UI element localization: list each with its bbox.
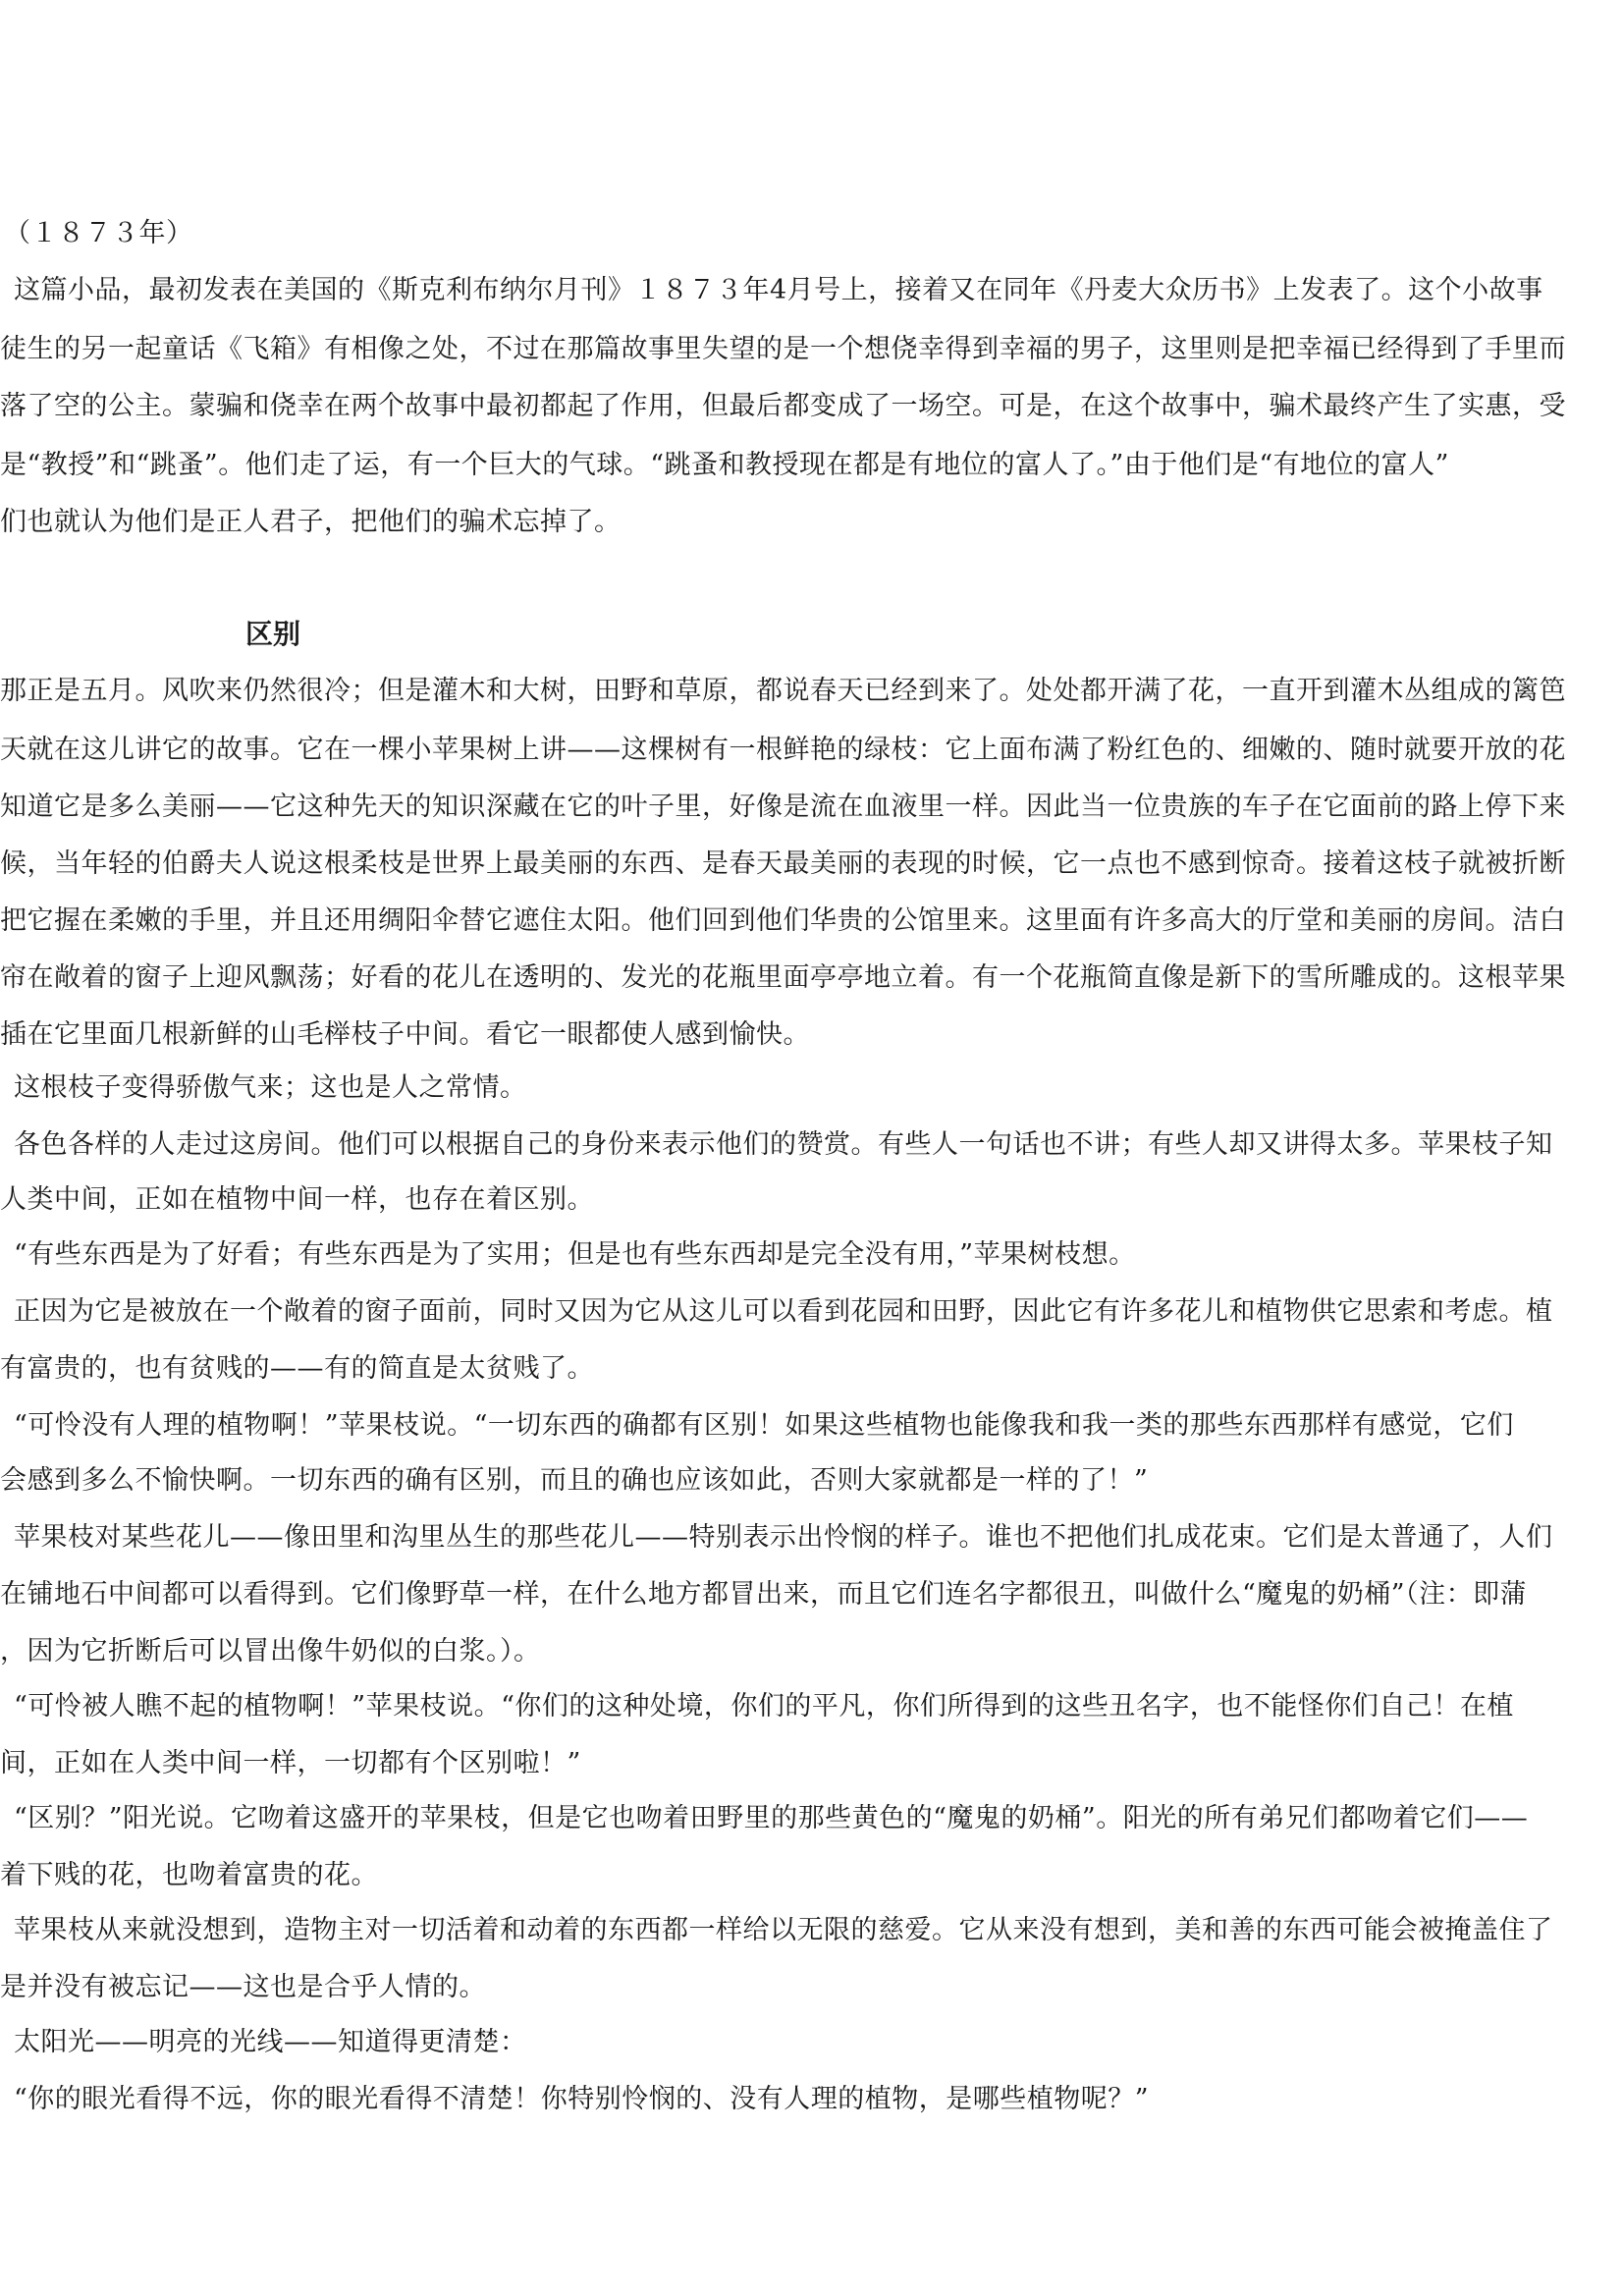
story-line-10: 人类中间，正如在植物中间一样，也存在着区别。	[0, 1184, 594, 1215]
story-line-5: 把它握在柔嫩的手里，并且还用绸阳伞替它遮住太阳。他们回到他们华贵的公馆里来。这里面有许多高大的厅堂和美丽的房间。洁白	[0, 905, 1566, 936]
year-note: （１８７３年）	[4, 218, 193, 248]
story-line-22: 着下贱的花，也吻着富贵的花。	[0, 1860, 378, 1890]
story-line-18: ，因为它折断后可以冒出像牛奶似的白浆。）。	[0, 1636, 541, 1667]
story-line-9: 各色各样的人走过这房间。他们可以根据自己的身份来表示他们的赞赏。有些人一句话也不讲；有些人却又讲得太多。苹果枝子知	[14, 1129, 1553, 1160]
story-line-21: “区别？”阳光说。它吻着这盛开的苹果枝，但是它也吻着田野里的那些黄色的“魔鬼的奶桶”。阳光的所有弟兄们都吻着它们——	[14, 1803, 1529, 1833]
story-line-15: 会感到多么不愉快啊。一切东西的确有区别，而且的确也应该如此，否则大家就都是一样的了！”	[0, 1465, 1149, 1496]
story-line-4: 候，当年轻的伯爵夫人说这根柔枝是世界上最美丽的东西、是春天最美丽的表现的时候，它一点也不感到惊奇。接着这枝子就被折断	[0, 848, 1566, 879]
story-line-20: 间，正如在人类中间一样，一切都有个区别啦！”	[0, 1748, 581, 1778]
story-line-24: 是并没有被忘记——这也是合乎人情的。	[0, 1972, 486, 2002]
story-line-13: 有富贵的，也有贫贱的——有的简直是太贫贱了。	[0, 1353, 594, 1384]
story-title: 区别	[245, 618, 301, 650]
story-line-23: 苹果枝从来就没想到，造物主对一切活着和动着的东西都一样给以无限的慈爱。它从来没有想到，美和善的东西可能会被掩盖住了	[14, 1915, 1553, 1945]
intro-line-2: 徒生的另一起童话《飞箱》有相像之处，不过在那篇故事里失望的是一个想侥幸得到幸福的男子，这里则是把幸福已经得到了手里而	[0, 334, 1566, 364]
story-line-17: 在铺地石中间都可以看得到。它们像野草一样，在什么地方都冒出来，而且它们连名字都很丑，叫做什么“魔鬼的奶桶”（注：即蒲	[0, 1579, 1528, 1610]
story-line-8: 这根枝子变得骄傲气来；这也是人之常情。	[14, 1072, 527, 1103]
intro-line-1: 这篇小品，最初发表在美国的《斯克利布纳尔月刊》１８７３年4月号上，接着又在同年《丹麦大众历书》上发表了。这个小故事	[14, 275, 1543, 305]
story-line-3: 知道它是多么美丽——它这种先天的知识深藏在它的叶子里，好像是流在血液里一样。因此当一位贵族的车子在它面前的路上停下来	[0, 792, 1566, 822]
story-line-14: “可怜没有人理的植物啊！”苹果枝说。“一切东西的确都有区别！如果这些植物也能像我和我一类的那些东西那样有感觉，它们	[14, 1410, 1514, 1441]
intro-line-4: 是“教授”和“跳蚤”。他们走了运，有一个巨大的气球。“跳蚤和教授现在都是有地位的富人了。”由于他们是“有地位的富人”	[0, 450, 1449, 480]
story-line-12: 正因为它是被放在一个敞着的窗子面前，同时又因为它从这儿可以看到花园和田野，因此它有许多花儿和植物供它思索和考虑。植	[14, 1296, 1553, 1327]
story-line-26: “你的眼光看得不远，你的眼光看得不清楚！你特别怜悯的、没有人理的植物，是哪些植物呢？”	[14, 2084, 1150, 2114]
story-line-16: 苹果枝对某些花儿——像田里和沟里丛生的那些花儿——特别表示出怜悯的样子。谁也不把他们扎成花束。它们是太普通了，人们	[14, 1522, 1553, 1553]
intro-line-3: 落了空的公主。蒙骗和侥幸在两个故事中最初都起了作用，但最后都变成了一场空。可是，在这个故事中，骗术最终产生了实惠，受	[0, 391, 1566, 421]
story-line-25: 太阳光——明亮的光线——知道得更清楚：	[14, 2027, 527, 2057]
story-line-19: “可怜被人瞧不起的植物啊！”苹果枝说。“你们的这种处境，你们的平凡，你们所得到的这些丑名字，也不能怪你们自己！在植	[14, 1691, 1514, 1722]
story-line-6: 帘在敞着的窗子上迎风飘荡；好看的花儿在透明的、发光的花瓶里面亭亭地立着。有一个花瓶简直像是新下的雪所雕成的。这根苹果	[0, 962, 1566, 993]
intro-line-5: 们也就认为他们是正人君子，把他们的骗术忘掉了。	[0, 507, 622, 537]
story-line-1: 那正是五月。风吹来仍然很冷；但是灌木和大树，田野和草原，都说春天已经到来了。处处都开满了花，一直开到灌木丛组成的篱笆	[0, 676, 1566, 706]
story-line-2: 天就在这儿讲它的故事。它在一棵小苹果树上讲——这棵树有一根鲜艳的绿枝：它上面布满了粉红色的、细嫩的、随时就要开放的花	[0, 735, 1566, 765]
story-line-7: 插在它里面几根新鲜的山毛榉枝子中间。看它一眼都使人感到愉快。	[0, 1019, 810, 1050]
story-line-11: “有些东西是为了好看；有些东西是为了实用；但是也有些东西却是完全没有用，”苹果树枝想。	[14, 1239, 1136, 1270]
